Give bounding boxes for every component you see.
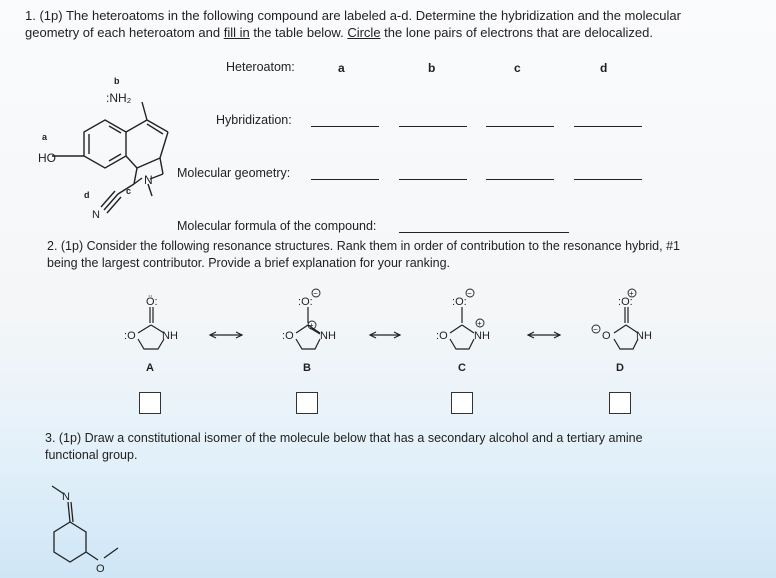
svg-text:−: − — [313, 289, 318, 298]
q3-molecule — [40, 482, 150, 572]
hybridization-blank-d[interactable] — [574, 125, 642, 127]
q1-label-a: a — [42, 132, 48, 142]
q2-line1: 2. (1p) Consider the following resonance structures. Rank them in order of contribution to the resonance hybrid, #1 — [47, 239, 680, 253]
q1-label-d: d — [84, 190, 90, 200]
resonance-arrow-1 — [210, 332, 242, 338]
q1-nitrile-n: N — [92, 209, 100, 221]
svg-text:+: + — [309, 321, 314, 330]
q1-line2-pre: geometry of each heteroatom and — [25, 25, 224, 40]
q1-circle: Circle — [347, 25, 381, 40]
c-carbonyl-o: :O: — [452, 296, 467, 308]
resonance-structures — [100, 285, 700, 385]
geometry-label: Molecular geometry: — [177, 166, 291, 180]
structure-label-d: D — [616, 362, 624, 374]
hybridization-blank-b[interactable] — [399, 125, 467, 127]
structure-label-a: A — [146, 362, 154, 374]
a-ring-o: :O — [124, 330, 136, 342]
q1-nh2-label: :NH₂ — [106, 91, 132, 105]
col-b: b — [428, 61, 436, 75]
q1-molecule — [30, 72, 180, 232]
hybridization-blank-c[interactable] — [486, 125, 554, 127]
resonance-arrow-2 — [370, 332, 400, 338]
q1-n-label: N — [144, 173, 153, 187]
hybridization-blank-a[interactable] — [311, 125, 379, 127]
q1-ho-label: HO — [38, 151, 56, 165]
formula-blank[interactable] — [399, 231, 569, 233]
d-carbonyl-o: :O: — [618, 296, 633, 308]
col-a: a — [338, 61, 345, 75]
q3-line1: 3. (1p) Draw a constitutional isomer of the molecule below that has a secondary alcohol and a tertiary amine — [45, 431, 643, 445]
a-nh: NH — [162, 330, 178, 342]
d-nh: NH — [636, 330, 652, 342]
rank-box-a[interactable] — [139, 392, 161, 414]
geometry-blank-d[interactable] — [574, 178, 642, 180]
rank-box-b[interactable] — [296, 392, 318, 414]
geometry-blank-c[interactable] — [486, 178, 554, 180]
a-carbonyl-o: Ö: — [146, 296, 158, 308]
c-nh: NH — [474, 330, 490, 342]
svg-text:−: − — [593, 325, 598, 334]
q2-line2: being the largest contributor. Provide a brief explanation for your ranking. — [47, 256, 451, 270]
q1-line2-mid: the table below. — [249, 25, 348, 40]
q1-line2-post: the lone pairs of electrons that are delocalized. — [380, 25, 654, 40]
q1-label-b: b — [114, 76, 120, 86]
d-ring-o: O — [602, 330, 611, 342]
geometry-blank-b[interactable] — [399, 178, 467, 180]
resonance-arrow-3 — [528, 332, 560, 338]
structure-label-b: B — [303, 362, 311, 374]
geometry-blank-a[interactable] — [311, 178, 379, 180]
q3-o-label: O — [96, 563, 105, 572]
q3-n-label: N — [62, 491, 70, 503]
rank-box-c[interactable] — [451, 392, 473, 414]
rank-box-d[interactable] — [609, 392, 631, 414]
c-ring-o: :O — [436, 330, 448, 342]
hybridization-label: Hybridization: — [216, 113, 292, 127]
q1-line1: 1. (1p) The heteroatoms in the following compound are labeled a-d. Determine the hybridization and the molecular — [25, 8, 681, 23]
q1-line2 — [25, 25, 653, 41]
b-ring-o: :O — [282, 330, 294, 342]
b-nh: NH — [320, 330, 336, 342]
q1-label-c: c — [126, 186, 132, 196]
svg-text:+: + — [629, 289, 634, 298]
svg-text:+: + — [477, 319, 482, 328]
col-c: c — [514, 61, 521, 75]
svg-text:−: − — [467, 289, 472, 298]
b-carbonyl-o: :O: — [298, 296, 313, 308]
structure-label-c: C — [458, 362, 466, 374]
q1-fill-in: fill in — [223, 25, 250, 40]
formula-label: Molecular formula of the compound: — [177, 219, 377, 233]
q3-line2: functional group. — [45, 448, 138, 462]
heteroatom-label: Heteroatom: — [226, 60, 295, 74]
col-d: d — [600, 61, 608, 75]
